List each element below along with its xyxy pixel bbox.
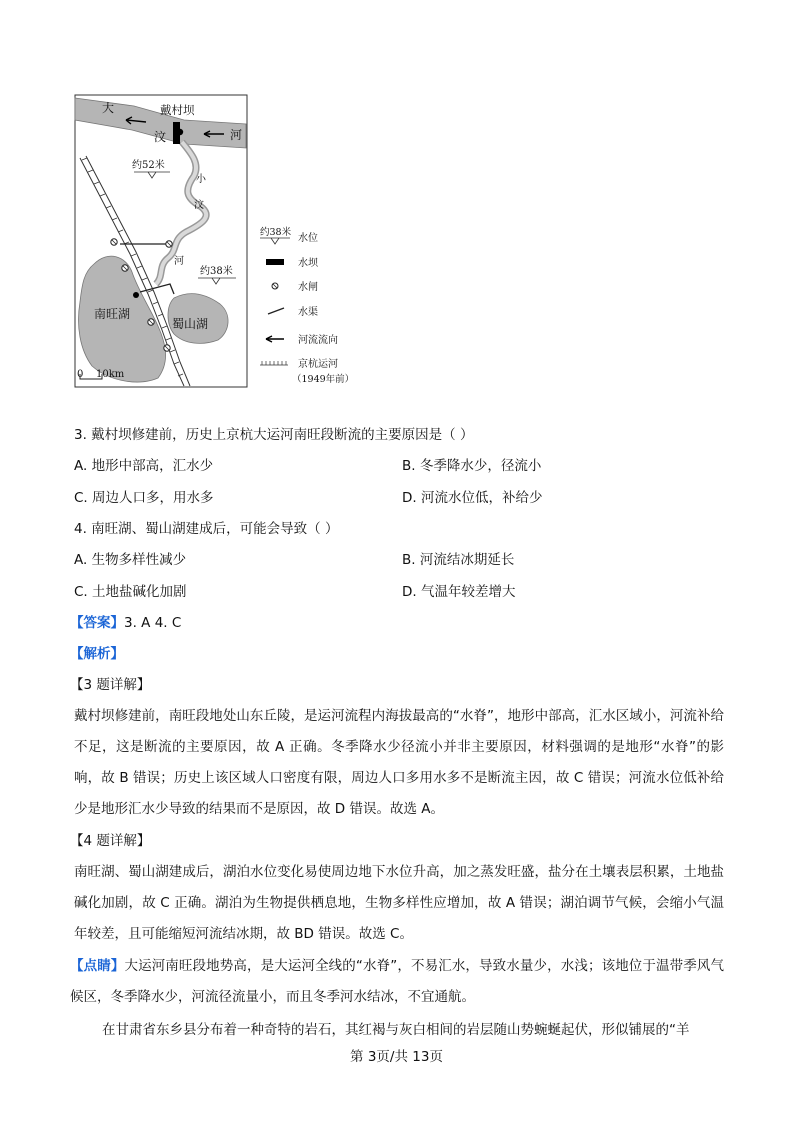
label-level-52: 约52米	[132, 160, 165, 171]
q3-stem: 3. 戴村坝修建前，历史上京杭大运河南旺段断流的主要原因是（ ）	[74, 427, 474, 443]
map-svg	[74, 94, 364, 390]
legend-canal: 水渠	[298, 307, 318, 318]
analysis-tag: 【解析】	[70, 646, 124, 662]
q3-option-a[interactable]: A. 地形中部高，汇水少	[74, 458, 214, 474]
q4-stem: 4. 南旺湖、蜀山湖建成后，可能会导致（ ）	[74, 521, 339, 537]
dam-symbol	[173, 122, 180, 144]
label-he2: 河	[174, 256, 184, 267]
analysis-line	[70, 644, 124, 664]
q4-option-b[interactable]: B. 河流结冰期延长	[402, 552, 515, 568]
label-wen2: 汶	[194, 200, 204, 211]
legend-sluice: 水闸	[298, 282, 318, 293]
label-nanwang: 南旺湖	[94, 307, 131, 321]
map-figure	[74, 94, 364, 390]
q4-option-d[interactable]: D. 气温年较差增大	[402, 584, 516, 600]
detail3-body: 戴村坝修建前，南旺段地处山东丘陵，是运河流程内海拔最高的“水脊”，地形中部高，汇水区域小，河流补给不足，这是断流的主要原因，故 A 正确。冬季降水少径流小并非主要原因，材料强调的是地形“水脊”的影响，故 B 错误；历史上该区域人口密度有限，周边人口多用水多不是断流主因，故 C 错误；河流水位低补给少是地形汇水少导致的结果而不是原因，故 D 错误。故选 A。	[74, 708, 724, 817]
detail4-body: 南旺湖、蜀山湖建成后，湖泊水位变化易使周边地下水位升高，加之蒸发旺盛，盐分在土壤表层积累，土地盐碱化加剧，故 C 正确。湖泊为生物提供栖息地，生物多样性应增加，故 A 错误；湖泊调节气候，会缩小气温年较差，且可能缩短河流结冰期，故 BD 错误。故选 C。	[74, 864, 724, 942]
legend-grand-canal-note: （1949年前）	[292, 374, 355, 385]
q3-option-d[interactable]: D. 河流水位低，补给少	[402, 490, 543, 506]
label-scale: 10km	[96, 369, 125, 380]
label-shushan: 蜀山湖	[172, 317, 209, 331]
legend-flow: 河流流向	[298, 335, 338, 346]
detail3-heading: 【3 题详解】	[70, 677, 151, 693]
tip-paragraph	[70, 951, 724, 1013]
label-level-38: 约38米	[200, 266, 233, 277]
tip-tag: 【点睛】	[70, 958, 125, 974]
label-dam-name: 戴村坝	[160, 103, 195, 117]
legend	[260, 226, 354, 385]
detail4-heading: 【4 题详解】	[70, 833, 151, 849]
legend-dam: 水坝	[298, 258, 318, 269]
q3-option-b[interactable]: B. 冬季降水少，径流小	[402, 458, 542, 474]
tip-body: 大运河南旺段地势高，是大运河全线的“水脊”，不易汇水，导致水量少，水浅；该地位于温带季风气候区，冬季降水少，河流径流量小，而且冬季河水结冰，不宜通航。	[70, 958, 724, 1005]
next-paragraph: 在甘肃省东乡县分布着一种奇特的岩石，其红褐与灰白相间的岩层随山势蜿蜒起伏，形似铺展的“羊	[102, 1022, 690, 1038]
answer-text: 3. A 4. C	[124, 615, 182, 631]
legend-sample: 约38米	[260, 227, 292, 238]
page-footer: 第 3页/共 13页	[350, 1049, 443, 1065]
legend-grand-canal: 京杭运河	[298, 359, 338, 370]
label-scale-zero: 0	[77, 369, 84, 380]
label-da: 大	[102, 101, 115, 115]
answer-tag: 【答案】	[70, 615, 124, 631]
q3-option-c[interactable]: C. 周边人口多，用水多	[74, 490, 214, 506]
q4-option-c[interactable]: C. 土地盐碱化加剧	[74, 584, 187, 600]
label-wen: 汶	[154, 130, 167, 144]
label-he: 河	[230, 128, 243, 142]
legend-dam-icon	[266, 259, 284, 265]
legend-canal-icon	[268, 308, 284, 314]
legend-water-level: 水位	[298, 233, 318, 244]
label-xiao: 小	[196, 174, 206, 185]
answer-line	[70, 613, 181, 633]
q4-option-a[interactable]: A. 生物多样性减少	[74, 552, 187, 568]
